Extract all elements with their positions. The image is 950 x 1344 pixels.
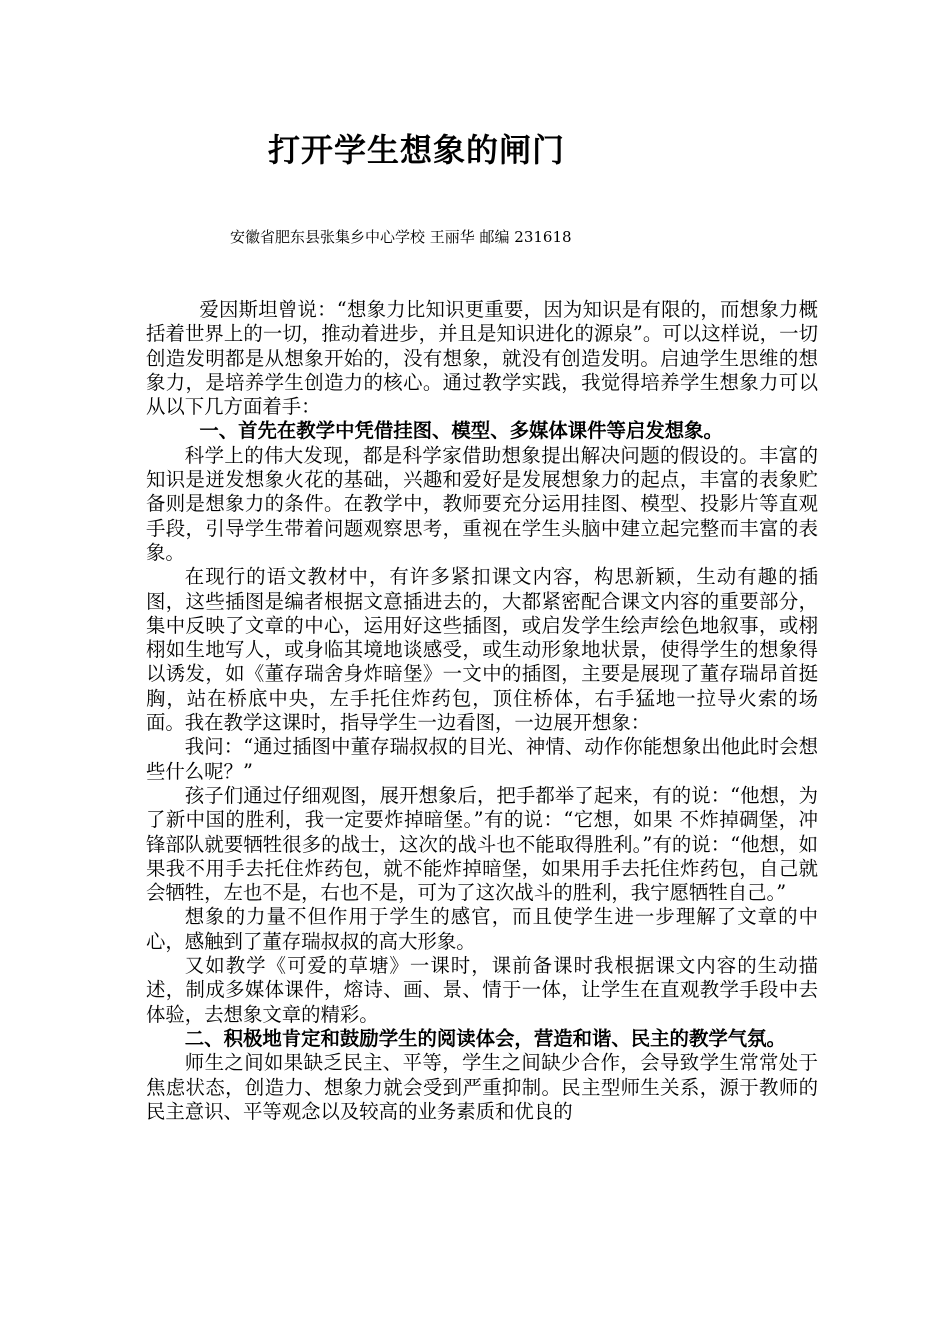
document-title: 打开学生想象的闸门 [268,131,566,169]
body-paragraph: 我问：“通过插图中董存瑞叔叔的目光、神情、动作你能想象出他此时会想些什么呢？” [146,735,818,783]
body-paragraph: 科学上的伟大发现，都是科学家借助想象提出解决问题的假设的。丰富的知识是迸发想象火花的基础，兴趣和爱好是发展想象力的起点，丰富的表象贮备则是想象力的条件。在教学中，教师要充分运用挂图、模型、投影片等直观手段，引导学生带着问题观察思考，重视在学生头脑中建立起完整而丰富的表象。 [146,443,818,564]
body-paragraph: 爱因斯坦曾说：“想象力比知识更重要，因为知识是有限的，而想象力概括着世界上的一切，推动着进步，并且是知识进化的源泉”。可以这样说，一切创造发明都是从想象开始的，没有想象，就没有创造发明。启迪学生思维的想象力，是培养学生创造力的核心。通过教学实践，我觉得培养学生想象力可以从以下几方面着手： [146,298,818,419]
body-paragraph: 孩子们通过仔细观图，展开想象后，把手都举了起来，有的说：“他想，为了新中国的胜利，我一定要炸掉暗堡。”有的说：“它想，如果 不炸掉碉堡，冲锋部队就要牺牲很多的战士，这次的战斗也不能取得胜利。”有的说：“他想，如果我不用手去托住炸药包，就不能炸掉暗堡，如果用手去托住炸药包，自己就会牺牲，左也不是，右也不是，可为了这次战斗的胜利，我宁愿牺牲自己。” [146,783,818,905]
document-body [146,298,818,1124]
body-paragraph: 想象的力量不但作用于学生的感官，而且使学生进一步理解了文章的中心，感触到了董存瑞叔叔的高大形象。 [146,905,818,953]
body-paragraph: 在现行的语文教材中，有许多紧扣课文内容，构思新颖，生动有趣的插图，这些插图是编者根据文意插进去的，大都紧密配合课文内容的重要部分，集中反映了文章的中心，运用好这些插图，或启发学生绘声绘色地叙事，或栩栩如生地写人，或身临其境地谈感受，或生动形象地状景，使得学生的想象得以诱发，如《董存瑞舍身炸暗堡》一文中的插图，主要是展现了董存瑞昂首挺胸，站在桥底中央，左手托住炸药包，顶住桥体，右手猛地一拉导火索的场面。我在教学这课时，指导学生一边看图，一边展开想象： [146,565,818,735]
author-byline: 安徽省肥东县张集乡中心学校 王丽华 邮编 231618 [230,228,572,246]
section-heading: 二、积极地肯定和鼓励学生的阅读体会，营造和谐、民主的教学气氛。 [184,1026,786,1050]
section-heading: 一、首先在教学中凭借挂图、模型、多媒体课件等启发想象。 [199,419,723,443]
body-paragraph: 又如教学《可爱的草塘》一课时，课前备课时我根据课文内容的生动描述，制成多媒体课件，熔诗、画、景、情于一体，让学生在直观教学手段中去体验，去想象文章的精彩。 [146,954,818,1026]
body-paragraph: 师生之间如果缺乏民主、平等，学生之间缺少合作，会导致学生常常处于焦虑状态，创造力、想象力就会受到严重抑制。民主型师生关系，源于教师的民主意识、平等观念以及较高的业务素质和优良的 [146,1051,818,1123]
